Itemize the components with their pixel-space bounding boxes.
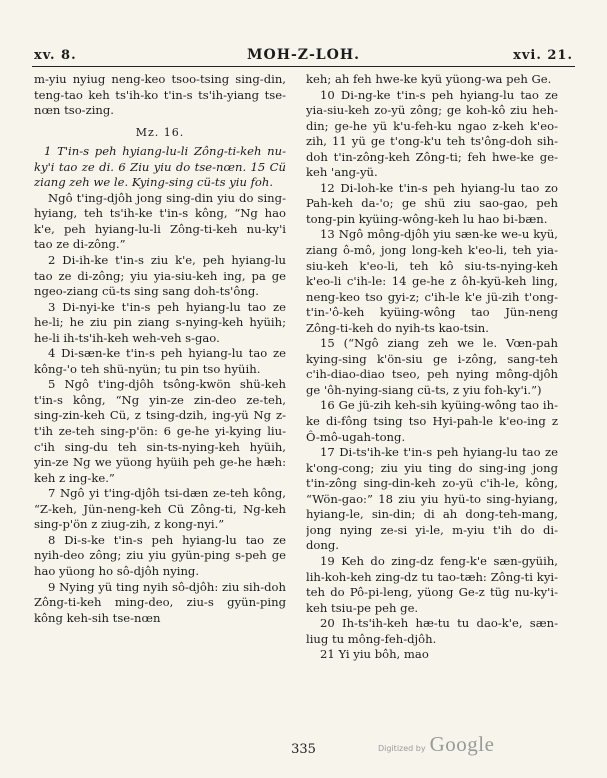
right-column xyxy=(306,72,558,732)
page-number: 335 xyxy=(291,742,316,757)
verse-paragraph: 4 Di-sæn-ke t'in-s peh hyiang-lu tao ze kông-'o teh shü-nyün; tu pin tso hyüih. xyxy=(34,346,286,376)
chapter-label: Mz. 16. xyxy=(135,125,185,139)
left-column xyxy=(34,72,286,732)
verse-paragraph: 12 Di-loh-ke t'in-s peh hyiang-lu tao zo Pah-keh da-'o; ge shü ziu sao-gao, peh tong-pin kyüing-wông-keh lu hao bi-bæn. xyxy=(306,180,558,226)
verse-paragraph: Ngô t'ing-djôh jong sing-din yiu do sing-hyiang, teh ts'ih-ke t'in-s kông, “Ng hao k'e, peh hyiang-lu-li Zông-ti-keh nu-ky'i tao ze di-zông.” xyxy=(34,190,286,252)
running-head-title: MOH-Z-LOH. xyxy=(247,47,360,63)
google-logo: Google xyxy=(429,732,495,756)
verse-paragraph: 21 Yi yiu bôh, mao xyxy=(320,647,429,662)
verse-paragraph: 13 Ngô mông-djôh yiu sæn-ke we-u kyü, ziang ô-mô, jong long-keh k'eo-li, teh yia-siu-keh k'eo-li, teh kô siu-ts-nying-keh k'eo-li c'ih-le: 14 ge-he z ôh-kyü-keh ling, neng-keo tso gyi-z; c'ih-le k'e jü-zih t'ong-t'in-'ô-keh kyüing-wông tao Jün-neng Zông-ti-keh do nyih-ts kao-tsin. xyxy=(306,227,558,335)
verse-paragraph: 15 (“Ngô ziang zeh we le. Vœn-pah kying-sing k'ön-siu ge i-zông, sang-teh c'ih-diao-diao tseo, peh nying mông-djôh ge 'ôh-nying-siang cü-ts, z yiu foh-ky'i.”) xyxy=(306,336,558,397)
verse-paragraph: 17 Di-ts'ih-ke t'in-s peh hyiang-lu tao ze k'ong-cong; ziu yiu ting do sing-ing jong t'in-zông sing-din-keh zo-yü c'ih-le, kông, “Wön-gao:” 18 ziu yiu hyü-to sing-hyiang, hyiang-le, sin-din; di ah dong-teh-mang, jong nying ze-si yi-le, m-yiu t'ih do di-dong. xyxy=(306,445,558,553)
digitized-by-text: Digitized by xyxy=(378,744,426,753)
verse-paragraph: 3 Di-nyi-ke t'in-s peh hyiang-lu tao ze he-li; he ziu pin ziang s-nying-keh hyüih; he-li ih-ts'ih-keh weh-veh s-gao. xyxy=(34,299,286,345)
verse-paragraph: 2 Di-ih-ke t'in-s ziu k'e, peh hyiang-lu tao ze di-zông; yiu yia-siu-keh ing, pa ge ngeo-ziang cü-ts sing sang doh-ts'ông. xyxy=(34,253,286,299)
verse-paragraph: 16 Ge jü-zih keh-sih kyüing-wông tao ih-ke di-fông tsing tso Hyi-pah-le k'eo-ing z Ô-mô-ugah-tong. xyxy=(306,398,558,444)
header-rule xyxy=(32,66,575,67)
verse-paragraph: 10 Di-ng-ke t'in-s peh hyiang-lu tao ze yia-siu-keh zo-yü zông; ge koh-kô ziu heh-din; ge-he yü k'u-feh-ku ngao z-keh k'eo-zih, 11 yü ge t'ong-k'u teh ts'ông-doh sih-doh t'in-zông-keh Zông-ti; feh hwe-ke ge-keh 'ang-yü. xyxy=(306,87,558,180)
running-head-left: xv. 8. xyxy=(34,48,77,63)
chapter-summary: 1 T'in-s peh hyiang-lu-li Zông-ti-keh nu-ky'i tao ze di. 6 Ziu yiu do tse-nœn. 15 Cü ziang zeh we le. Kying-sing cü-ts yiu foh. xyxy=(34,144,286,190)
verse-paragraph: 5 Ngô t'ing-djôh tsông-kwön shü-keh t'in-s kông, “Ng yin-ze zin-deo ze-teh, sing-zin-keh Cü, z tsing-dzih, ing-yü Ng z-t'ih ze-teh sing-p'ön: 6 ge-he yi-kying liu-c'ih sing-du teh sin-ts-nying-keh hyüih, yin-ze Ng we yüong hyüih peh ge-he hæh: keh z ing-ke.” xyxy=(34,377,286,485)
opening-paragraph: m-yiu nyiug neng-keo tsoo-tsing sing-din, teng-tao keh ts'ih-ko t'in-s ts'ih-yiang tse-nœn tso-zing. xyxy=(34,72,286,118)
digitized-watermark xyxy=(378,732,494,757)
verse-paragraph: 19 Keh do zing-dz feng-k'e sæn-gyüih, lih-koh-keh zing-dz tu tao-tæh: Zông-ti kyi-teh do Pô-pi-leng, yüong Ge-z tüg nu-ky'i-keh tsiu-pe peh ge. xyxy=(306,553,558,615)
verse-paragraph: 7 Ngô yi t'ing-djôh tsi-dæn ze-teh kông, “Z-keh, Jün-neng-keh Cü Zông-ti, Ng-keh sing-p'ön z ziug-zih, z kong-nyi.” xyxy=(34,486,286,532)
verse-paragraph: 9 Nying yü ting nyih sô-djôh: ziu sih-doh Zông-ti-keh ming-deo, ziu-s gyün-ping kông keh-sih tse-nœn xyxy=(34,579,286,625)
verse-paragraph: 8 Di-s-ke t'in-s peh hyiang-lu tao ze nyih-deo zông; ziu yiu gyün-ping s-peh ge hao yüong ho sô-djôh nying. xyxy=(34,532,286,578)
verse-paragraph: keh; ah feh hwe-ke kyü yüong-wa peh Ge. xyxy=(306,72,552,86)
verse-paragraph: 20 Ih-ts'ih-keh hæ-tu tu dao-k'e, sæn-liug tu mông-feh-djôh. xyxy=(306,616,558,646)
running-head-right: xvi. 21. xyxy=(513,48,573,63)
